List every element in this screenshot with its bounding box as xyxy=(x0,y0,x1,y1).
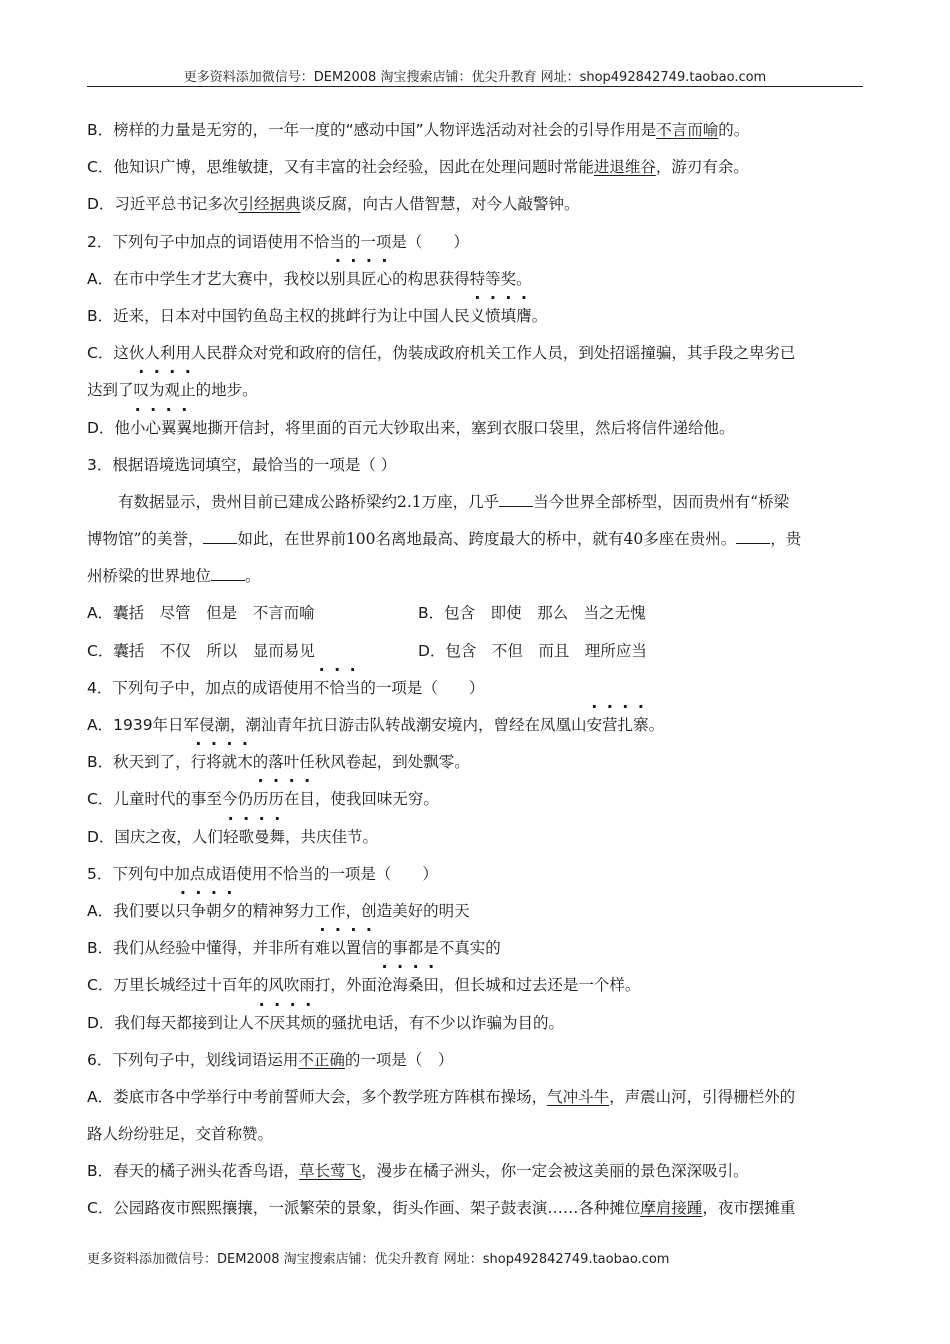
dotted-char: 轻 xyxy=(222,827,239,846)
q4-option-d: D．国庆之夜，人们轻歌曼舞，共庆佳节。 xyxy=(87,827,379,846)
q3-stem: 3．根据语境选词填空，最恰当的一项是（ ） xyxy=(87,455,397,474)
dotted-char: 观 xyxy=(164,381,181,400)
dotted-char: 恰 xyxy=(329,678,345,697)
dotted-char: 置 xyxy=(345,939,362,958)
underlined-term: 气冲斗牛 xyxy=(547,1087,610,1106)
q3-option-a: A．囊括 尽管 但是 不言而喻 xyxy=(87,604,315,623)
q3-option-d: D．包含 不但 而且 理所应当 xyxy=(418,641,647,660)
dotted-char: 厌 xyxy=(269,1013,285,1032)
underlined-term: 草长莺飞 xyxy=(299,1162,362,1181)
dotted-char: 义 xyxy=(469,306,486,325)
q2-option-c-line2: 达到了叹为观止的地步。 xyxy=(87,381,258,400)
q4-option-c: C．儿童时代的事至今仍历历在目，使我回味无穷。 xyxy=(87,790,439,809)
dotted-char: 行 xyxy=(190,753,207,772)
q2-option-a: A．在市中学生才艺大赛中，我校以别具匠心的构思获得特等奖。 xyxy=(87,269,532,288)
fill-blank xyxy=(499,492,533,507)
q5-stem: 5．下列句中加点成语使用不恰当的一项是（ ） xyxy=(87,864,438,883)
dotted-char: 就 xyxy=(221,753,238,772)
q6-option-c-line1: C．公园路夜市熙熙攘攘，一派繁荣的景象，街头作画、架子鼓表演……各种摊位摩肩接踵，夜市摆摊重 xyxy=(87,1199,796,1218)
dotted-char: 小 xyxy=(129,418,146,437)
dotted-char: 海 xyxy=(392,976,408,995)
dotted-char: 安 xyxy=(586,716,603,734)
dotted-char: 以 xyxy=(330,939,346,958)
page-content xyxy=(87,112,863,1228)
dotted-char: 不 xyxy=(313,678,330,697)
q3-passage-line3: 州桥梁的世界地位 。 xyxy=(87,567,261,586)
dotted-char: 不 xyxy=(253,1013,270,1032)
fill-blank xyxy=(736,529,770,544)
q2-option-d: D．他小心翼翼地撕开信封，将里面的百元大钞取出来，塞到衣服口袋里，然后将信件递给他。 xyxy=(87,418,735,437)
q5-option-d: D．我们每天都接到让人不厌其烦的骚扰电话，有不少以诈骗为目的。 xyxy=(87,1013,565,1032)
dotted-char: 只 xyxy=(175,901,191,920)
header-divider xyxy=(87,86,863,87)
q4-option-a: A．1939年日军侵潮，潮汕青年抗日游击队转战潮安境内，曾经在凤凰山安营扎寨。 xyxy=(87,716,665,734)
dotted-char: 为 xyxy=(149,381,165,400)
page-footer: 更多资料添加微信号：DEM2008 淘宝搜索店铺：优尖升教育 网址：shop492842749.taobao.com xyxy=(87,1252,670,1267)
dotted-char: 营 xyxy=(602,716,618,734)
dotted-char: 寨 xyxy=(633,716,649,734)
dotted-char: 目 xyxy=(299,790,315,809)
q3-passage-line2: 博物馆”的美誉， 如此，在世界前100名离地最高、跨度最大的桥中，就有40多座在贵州。 ，贵 xyxy=(87,530,802,549)
q6-option-b: B．春天的橘子洲头花香鸟语，草长莺飞，漫步在橘子洲头，你一定会被这美丽的景色深深吸引。 xyxy=(87,1162,749,1181)
dotted-char: 将 xyxy=(206,753,222,772)
dotted-char: 心 xyxy=(376,269,393,288)
dotted-char: 当 xyxy=(344,678,361,697)
dotted-char: 在 xyxy=(283,790,300,809)
dotted-char: 沧 xyxy=(376,976,393,995)
underlined-term: 进退维谷 xyxy=(593,158,656,177)
q2-option-b: B．近来，日本对中国钓鱼岛主权的挑衅行为让中国人民义愤填膺。 xyxy=(87,306,548,325)
dotted-char: 翼 xyxy=(160,418,177,437)
underlined-term: 不言而喻 xyxy=(656,121,719,139)
dotted-char: 桑 xyxy=(407,976,424,995)
underlined-term: 摩肩接踵 xyxy=(640,1199,703,1218)
q3-options-row2 xyxy=(87,633,863,670)
dotted-char: 木 xyxy=(237,753,253,772)
underlined-term: 不正确 xyxy=(298,1050,345,1069)
dotted-char: 朝 xyxy=(206,901,222,920)
q6-option-a-line1: A．娄底市各中学举行中考前誓师大会，多个教学班方阵棋布操场，气冲斗牛，声震山河，引得栅栏外的 xyxy=(87,1087,796,1106)
dotted-char: 夕 xyxy=(221,901,238,920)
dotted-char: 舞 xyxy=(269,827,285,846)
dotted-char: 翼 xyxy=(176,418,192,437)
dotted-char: 愤 xyxy=(485,306,501,325)
q5-option-c: C．万里长城经过十百年的风吹雨打，外面沧海桑田，但长城和过去还是一个样。 xyxy=(87,976,641,995)
dotted-char: 信 xyxy=(361,939,377,958)
dotted-char: 填 xyxy=(500,306,517,325)
dotted-char: 田 xyxy=(423,976,439,995)
q6-option-a-line2: 路人纷纷驻足，交首称赞。 xyxy=(87,1125,274,1144)
page-header: 更多资料添加微信号：DEM2008 淘宝搜索店铺：优尖升教育 网址：shop492842749.taobao.com xyxy=(183,70,767,85)
q4-stem: 4．下列句子中，加点的成语使用不恰当的一项是（ ） xyxy=(87,678,485,697)
q4-option-b: B．秋天到了，行将就木的落叶任秋风卷起，到处飘零。 xyxy=(87,753,470,772)
q3-option-b: B．包含 即使 那么 当之无愧 xyxy=(418,604,646,623)
q2-stem: 2．下列句子中加点的词语使用不恰当的一项是（ ） xyxy=(87,232,469,251)
q3-option-c: C．囊括 不仅 所以 显而易见 xyxy=(87,641,315,660)
underlined-term: 引经据典 xyxy=(238,195,301,214)
dotted-char: 曼 xyxy=(253,827,270,846)
dotted-char: 叹 xyxy=(133,381,150,400)
q3-passage-line1: 有数据显示，贵州目前已建成公路桥梁约2.1万座，几乎 当今世界全部桥型，因而贵州有“桥梁 xyxy=(118,492,790,511)
dotted-char: 难 xyxy=(314,939,331,958)
dotted-char: 止 xyxy=(180,381,196,400)
q1-option-b: B．榜样的力量是无穷的，一年一度的“感动中国”人物评选活动对社会的引导作用是不言而喻的。 xyxy=(87,121,750,139)
dotted-char: 膺 xyxy=(516,306,532,325)
q6-stem: 6．下列句子中，划线词语运用不正确的一项是（ ） xyxy=(87,1050,454,1069)
q5-option-a: A．我们要以只争朝夕的精神努力工作，创造美好的明天 xyxy=(87,901,470,920)
fill-blank xyxy=(211,566,245,581)
fill-blank xyxy=(203,529,237,544)
dotted-char: 心 xyxy=(145,418,161,437)
dotted-char: 歌 xyxy=(238,827,254,846)
dotted-char: 扎 xyxy=(617,716,634,734)
dotted-char: 匠 xyxy=(361,269,377,288)
q1-option-c: C．他知识广博，思维敏捷，又有丰富的社会经验，因此在处理问题时常能进退维谷，游刃有余。 xyxy=(87,158,749,177)
dotted-char: 争 xyxy=(190,901,207,920)
dotted-char: 历 xyxy=(252,790,269,809)
dotted-char: 其 xyxy=(284,1013,301,1032)
q3-options-row1 xyxy=(87,595,863,632)
dotted-char: 历 xyxy=(268,790,284,809)
q1-option-d: D．习近平总书记多次引经据典谈反腐，向古人借智慧，对今人敲警钟。 xyxy=(87,195,580,214)
dotted-char: 别 xyxy=(330,269,346,288)
q5-option-b: B．我们从经验中懂得，并非所有难以置信的事都是不真实的 xyxy=(87,939,501,958)
dotted-char: 烦 xyxy=(300,1013,316,1032)
q2-option-c-line1: C．这伙人利用人民群众对党和政府的信任，伪装成政府机关工作人员，到处招谣撞骗，其手段之卑劣已 xyxy=(87,344,796,363)
dotted-char: 具 xyxy=(345,269,362,288)
